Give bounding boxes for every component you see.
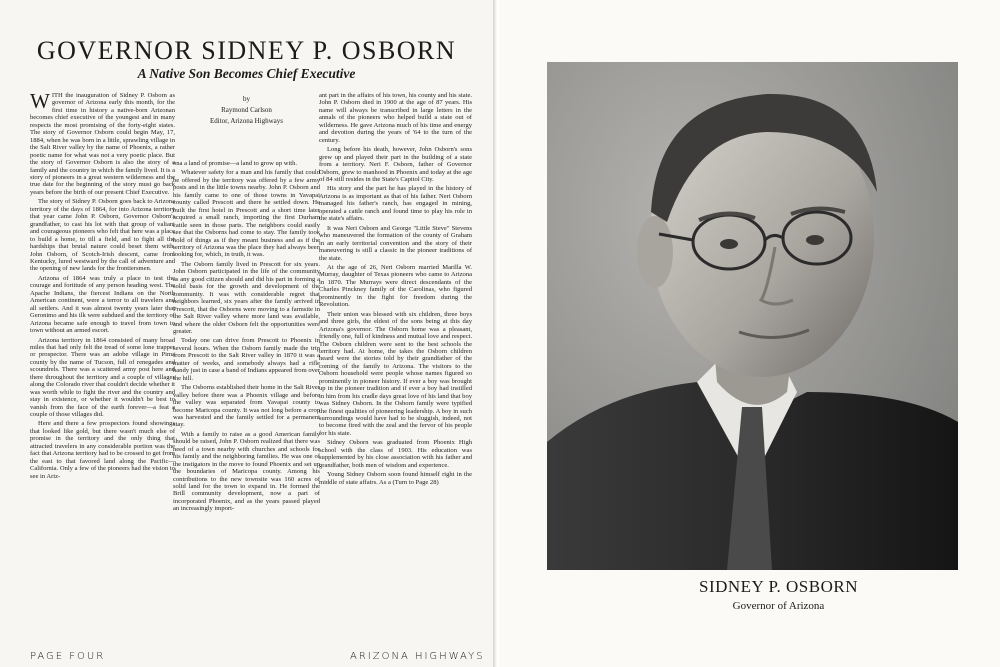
paragraph: The story of Sidney P. Osborn goes back to Arizona territory of the days of 1864, for into Arizona territory that year came John P. Osborn, Governor Osborn's grandfather, to cast his lot with that group of valiant and courageous pioneers who felt that here was a place to build a home, to till a field, and to fight all the hardships that brutal nature could beset them with. John Osborn, of Scotch-Irish descent, came from Kentucky, lured westward by the call of adventure and the opening of new lands for the frontiersmen. [30, 198, 175, 273]
right-page [499, 0, 1000, 667]
governor-portrait-photo [547, 62, 958, 570]
column-2-body [173, 160, 320, 515]
paragraph: Arizona of 1864 was truly a place to test the courage and fortitude of any person heading west. The Apache Indians, the fiercest Indians on the North American continent, were a terror to all travelers and all settlers. And it was almost twenty years later that Geronimo and his ilk were subdued and the territory of Arizona became safe enough to travel from town to town without an armed escort. [30, 274, 175, 335]
magazine-name-folio: ARIZONA HIGHWAYS [350, 651, 485, 662]
paragraph: With a family to raise as a good American family should be raised, John P. Osborn realized that there was need of a town nearby with churches and schools for his family and the neighboring families. He was one of the instigators in the move to found Phoenix and set up the boundaries of Maricopa county. Among his contributions to the new townsite was 160 acres of solid land for the town to expand in. He formed the Brill community development, now a part of incorporated Phoenix, and as the years passed played an increasingly import- [173, 430, 320, 513]
paragraph: Today one can drive from Prescott to Phoenix in several hours. When the Osborn family made the trip from Prescott to the Salt River valley in 1870 it was a matter of weeks, and somebody always had a rifle handy just in case a band of Indians appeared from over the hill. [173, 337, 320, 382]
text-column-1 [30, 92, 175, 632]
article-subtitle: A Native Son Becomes Chief Executive [137, 66, 356, 81]
photo-caption-name: SIDNEY P. OSBORN [699, 577, 858, 596]
page-folio: PAGE FOUR [30, 651, 106, 662]
paragraph: The Osborns established their home in the Salt River valley before there was a Phoenix village and before the valley was separated from Yavapai county to become Maricopa county. It was not long before a crop was harvested and the family settled for a permanent stay. [173, 384, 320, 429]
paragraph: Long before his death, however, John Osborn's sons grew up and played their part in the building of a state from a territory. Neri F. Osborn, father of Governor Osborn, grew to manhood in Phoenix and today at the age of 84 still resides in the State's Capitol City. [319, 146, 472, 183]
drop-cap: W [30, 92, 50, 113]
byline-author: Raymond Carlson [221, 106, 272, 114]
paragraph-text: ITH the inauguration of Sidney P. Osborn as governor of Arizona early this month, for the first time in history a native-born Arizonan becomes chief executive of the youngest and in many respects the most promising of the forty-eight states. The story of Governor Osborn could begin May, 17, 1884, when he was born in a little, sprawling village in the Salt River valley by the name of Phoenix, a rather poetic name for what was not a very poetic place. But the story of Governor Osborn is also the story of a family and the country in which the family lived. It is a story of pioneers in a great western wilderness and the true date for the beginning of the story must go back years before the birth of our present Chief Executive. [30, 92, 175, 196]
paragraph: Arizona territory in 1864 consisted of many broad miles that had only felt the tread of some lone trapper or prospector. There was an adobe village in Pima county by the name of Tucson, full of renegades and scoundrels. There was a scattered army post here and there throughout the territory and a couple of villages along the Colorado river that couldn't decide whether it was worth while to fight the river and the country and stay in existence, or whether it wouldn't be best to vanish from the face of the earth forever—a feat a couple of those villages did. [30, 336, 175, 419]
byline-role: Editor, Arizona Highways [209, 117, 283, 125]
photo-caption-role: Governor of Arizona [732, 600, 825, 612]
paragraph: Whatever safety for a man and his family that could be offered by the territory was offered by a few army posts and in the little towns nearby. John P. Osborn and his family came to one of those towns in Yavapai county called Prescott and there he settled down. He built the first hotel in Prescott and a short time later acquired a small ranch, importing the first Durham cattle seen in those parts. The neighbors could easily see that the Osborns had come to stay. The family took hold of things as if they meant business and as if the territory of Arizona was the place they had always been looking for, which, in truth, it was. [173, 169, 320, 259]
text-column-3 [319, 92, 472, 632]
paragraph: It was Neri Osborn and George "Little Steve" Stevens who maneuvered the formation of the county of Graham in an early territorial convention and the story of their maneuvering is still a classic in the pioneer traditions of the state. [319, 224, 472, 262]
article-title: GOVERNOR SIDNEY P. OSBORN [36, 36, 457, 65]
paragraph: ant part in the affairs of his town, his county and his state. John P. Osborn died in 1900 at the age of 87 years. His name will always be transcribed in large letters in the annals of the pioneers who helped build a state out of wilderness. He gave Arizona much of his time and energy and devotion during the years of '64 to the turn of the century. [319, 92, 472, 144]
paragraph: Young Sidney Osborn soon found himself right in the middle of state affairs. As a (Turn to Page 28) [319, 471, 472, 486]
byline [173, 94, 320, 127]
paragraph: His story and the part he has played in the history of Arizona is as important as that of his father. Neri Osborn managed his father's ranch, has engaged in mining, operated a cattle ranch and found time to play his role in the state's affairs. [319, 185, 472, 223]
paragraph: ona a land of promise—a land to grow up with. [173, 160, 298, 167]
left-page [0, 0, 493, 667]
text-column-2 [173, 92, 320, 632]
byline-by: by [243, 95, 250, 103]
portrait-illustration [547, 62, 958, 570]
paragraph [30, 92, 175, 196]
paragraph: Sidney Osborn was graduated from Phoenix High school with the class of 1903. His education was supplemented by his close association with his father and grandfather, both men of wisdom and experience. [319, 439, 472, 469]
paragraph: Their union was blessed with six children, three boys and three girls, the eldest of the sons being at this day Arizona's governor. The Osborn home was a pleasant, friendly one, full of kindness and mutual love and respect. The Osborn children were sent to the best schools the territory had. At home, the takes the Osborn children heard were the stories told by their grandfather of the coming of the family to Arizona. The visitors to the Osborn household were people whose names figured so prominently in pioneer history. If ever a boy was brought up in the pioneer tradition and if ever a boy had instilled in him from his cradle days great love of his land that boy was Sidney Osborn. In the Osborn family were typified the finest qualities of pioneering leadership. A boy in such surroundings would have had to be sluggish, indeed, not to become fired with the zeal and the fervor of his people for his state. [319, 310, 472, 437]
paragraph: At the age of 26, Neri Osborn married Marilla W. Murray, daughter of Texas pioneers who came to Arizona in 1870. The Murrays were direct descendants of the Charles Pinckney family of the Carolinas, who figured prominently in the fight for freedom during the Revolution. [319, 263, 472, 309]
paragraph: Here and there a few prospectors found showings that looked like gold, but there wasn't much else of promise in the territory and the only thing that attracted travelers in any considerable portion was the fact that Arizona territory had to be crossed to get from the east to that favored land along the Pacific—California. Only a few of the pioneers had the vision to see in Ariz- [30, 420, 175, 480]
paragraph: The Osborn family lived in Prescott for six years. John Osborn participated in the life of the community as any good citizen should and did his part in forming a solid basis for the growth and development of the community. It was with considerable regret that neighbors learned, six years after the family arrived in Prescott, that the Osborns were moving to a farmsite in the Salt River valley where more land was available, and where the older Osborn felt the opportunities were greater. [173, 260, 320, 335]
